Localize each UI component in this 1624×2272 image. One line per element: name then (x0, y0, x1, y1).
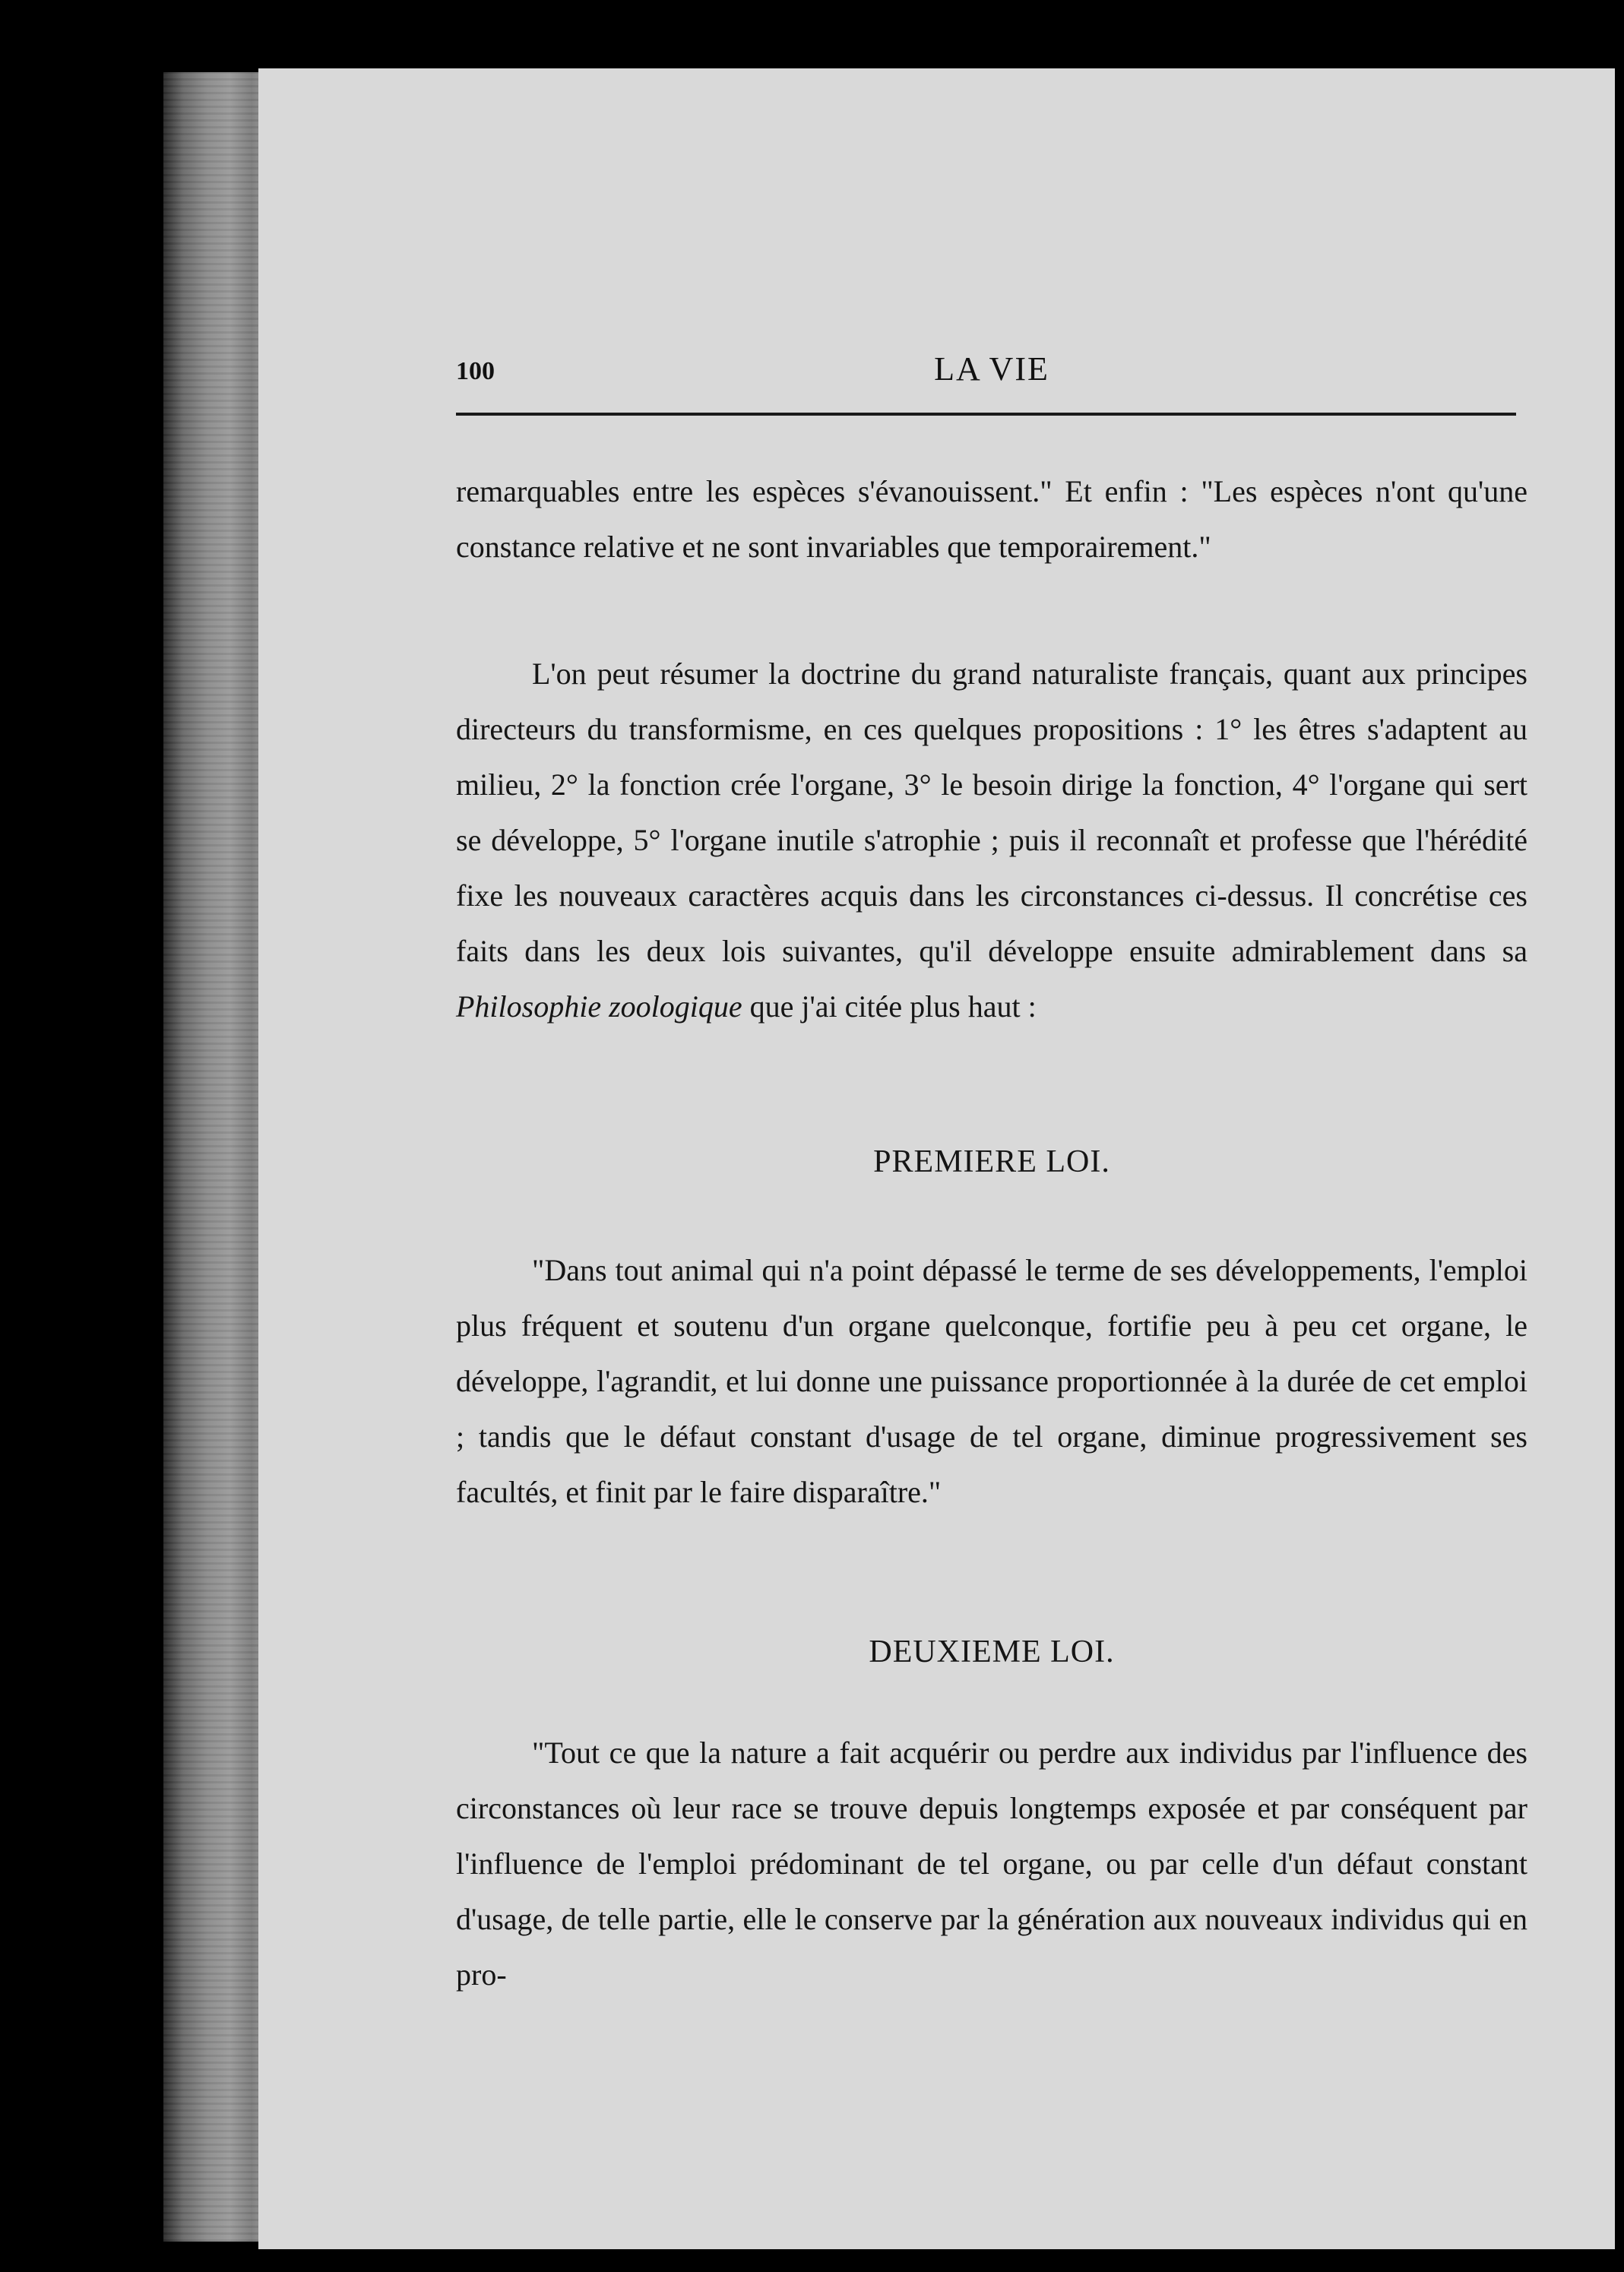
paragraph-1: remarquables entre les espèces s'évanouissent." Et enfin : "Les espèces n'ont qu'une constance relative et ne sont invariables que temporairement." (456, 474, 1527, 564)
running-title: LA VIE (934, 350, 1049, 388)
paragraph-2-text: L'on peut résumer la doctrine du grand naturaliste français, quant aux principes directeurs du transformisme, en ces quelques propositions : 1° les êtres s'adaptent au milieu, 2° la fonction crée l'organe, 3° le besoin dirige la fonction, 4° l'organe qui sert se développe, 5° l'organe inutile s'atrophie ; puis il reconnaît et professe que l'hérédité fixe les nouveaux caractères acquis dans les circonstances ci-dessus. Il concrétise ces faits dans les deux lois suivantes, qu'il développe ensuite admirablement dans sa (456, 657, 1527, 968)
law-1-block (456, 1242, 1527, 1520)
book-page-edge (163, 72, 274, 2242)
summary-paragraph-block (456, 646, 1527, 1034)
law-2-text: "Tout ce que la nature a fait acquérir ou perdre aux individus par l'influence des circonstances où leur race se trouve depuis longtemps exposée et par conséquent par l'influence de l'emploi prédominant de tel organe, ou par celle d'un défaut constant d'usage, de telle partie, elle le conserve par la génération aux nouveaux individus qui en pro- (456, 1736, 1527, 1992)
law-2-block (456, 1725, 1527, 2002)
law-1-title: PREMIERE LOI. (873, 1144, 1110, 1179)
paragraph-2 (456, 646, 1527, 1034)
law-2-title: DEUXIEME LOI. (869, 1634, 1115, 1669)
header-rule (456, 413, 1516, 416)
page-number: 100 (456, 357, 495, 385)
running-head (456, 350, 1527, 395)
book-title-italic: Philosophie zoologique (456, 989, 742, 1024)
opening-paragraph-block (456, 464, 1527, 574)
law-1-text: "Dans tout animal qui n'a point dépassé le terme de ses développements, l'emploi plus fréquent et soutenu d'un organe quelconque, fortifie peu à peu cet organe, le développe, l'agrandit, et lui donne une puissance proportionnée à la durée de cet emploi ; tandis que le défaut constant d'usage de tel organe, diminue progressivement ses facultés, et finit par le faire disparaître." (456, 1253, 1527, 1509)
paragraph-2-tail: que j'ai citée plus haut : (742, 989, 1037, 1024)
